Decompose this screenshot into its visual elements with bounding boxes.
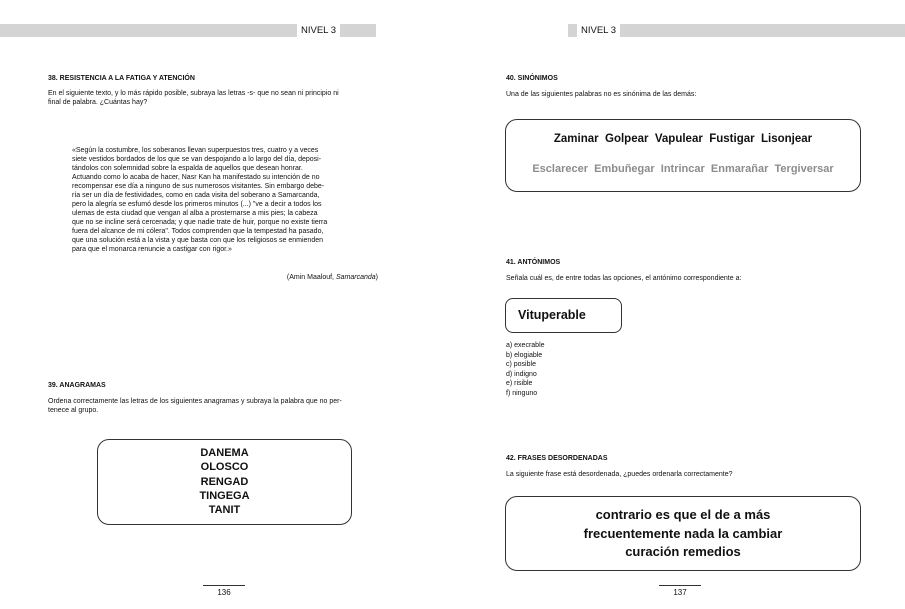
synonym-word: Lisonjear	[760, 133, 813, 145]
quote-line: que una solución está a la vista y que basta con que los religiosos se enmienden	[72, 237, 323, 244]
left-page	[0, 0, 452, 609]
section-40-title: 40. SINÓNIMOS	[506, 75, 558, 82]
sentence-box	[505, 496, 861, 571]
synonym-word: Golpear	[605, 133, 649, 145]
instruction-line: tenece al grupo.	[48, 407, 99, 414]
page-header-level: NIVEL 3	[297, 24, 340, 37]
antonym-word: Vituperable	[518, 308, 586, 322]
section-38-instructions	[48, 89, 408, 107]
page-number: 136	[217, 588, 231, 597]
footer-rule	[203, 585, 245, 586]
anagram-word: OLOSCO	[200, 461, 249, 474]
quote-line: Actuando como lo acaba de hacer, Nasr Kan ha manifestado su intención de no	[72, 174, 320, 181]
sentence-line: contrario es que el de a más	[595, 507, 771, 522]
instruction-line: En el siguiente texto, y lo más rápido posible, subraya las letras -s- que no sean ni principio ni	[48, 90, 339, 97]
antonym-option: f) ninguno	[506, 389, 538, 397]
quote-line: «Según la costumbre, los soberanos llevan superpuestos tres, cuatro y a veces	[72, 147, 319, 154]
sentence-line: curación remedios	[625, 544, 741, 559]
synonyms-row-1	[506, 132, 860, 147]
right-page	[452, 0, 905, 609]
quote-line: para que el monarca renuncie a castigar con rigor.»	[72, 246, 232, 253]
page-number: 137	[673, 588, 687, 597]
section-41-title: 41. ANTÓNIMOS	[506, 259, 561, 266]
antonym-option: b) elogiable	[506, 351, 543, 359]
attribution-suffix: )	[375, 274, 378, 281]
synonym-word: Embuñegar	[594, 163, 655, 175]
synonyms-row-2	[506, 162, 860, 177]
antonym-option: d) indigno	[506, 370, 537, 378]
synonym-word: Vapulear	[654, 133, 703, 145]
quote-line: tándolos con solemnidad sobre la espalda de aquellos que desean honrar.	[72, 165, 303, 172]
section-42-title: 42. FRASES DESORDENADAS	[506, 455, 608, 462]
antonym-option: c) posible	[506, 361, 536, 369]
anagram-word: DANEMA	[200, 447, 249, 459]
quote-line: recompensar ese día a ninguno de sus numerosos visitantes. Sin embargo debe-	[72, 183, 325, 190]
synonym-word: Esclarecer	[532, 163, 589, 175]
quote-line: que no se incline será cercenada; y que nadie trate de huir, porque no existe tierra	[72, 219, 328, 226]
anagram-word: TINGEGA	[199, 489, 250, 502]
page-header-level: NIVEL 3	[577, 24, 620, 37]
section-39-instructions	[48, 397, 408, 415]
quote-line: ría ser un día de festividades, como en cada visita del soberano a Samarcanda,	[72, 192, 320, 199]
synonym-word: Zaminar	[553, 133, 599, 145]
section-41-instructions: Señala cuál es, de entre todas las opciones, el antónimo correspondiente a:	[506, 275, 742, 282]
synonyms-box	[505, 119, 861, 192]
quote-line: fuera del alcance de mi cólera". Todos comprenden que la tempestad ha pasado,	[72, 228, 324, 235]
attribution-work: Samarcanda	[335, 274, 376, 281]
anagram-word: RENGAD	[200, 475, 249, 488]
antonym-word-box	[505, 298, 622, 333]
quote-attribution	[220, 273, 378, 282]
antonym-options	[506, 341, 706, 399]
quote-text	[72, 146, 378, 254]
quote-line: siete vestidos bordados de los que se van despojando a lo largo del día, deposi-	[72, 156, 322, 163]
anagram-box	[97, 439, 352, 525]
instruction-line: final de palabra. ¿Cuántas hay?	[48, 99, 148, 106]
quote-line: pero la alegría se esfumó desde los primeros minutos (...) "ve a decir a todos los	[72, 201, 322, 208]
section-40-instructions: Una de las siguientes palabras no es sinónima de las demás:	[506, 91, 697, 98]
antonym-option: e) risible	[506, 380, 533, 388]
instruction-line: Ordena correctamente las letras de los siguientes anagramas y subraya la palabra que no per-	[48, 398, 342, 405]
quote-line: ulemas de esta ciudad que vengan al alba a prosternarse a mis pies; la cabeza	[72, 210, 318, 217]
synonym-word: Fustigar	[709, 133, 755, 145]
section-38-title: 38. RESISTENCIA A LA FATIGA Y ATENCIÓN	[48, 75, 195, 82]
section-42-instructions: La siguiente frase está desordenada, ¿puedes ordenarla correctamente?	[506, 471, 733, 478]
anagram-word: TANIT	[208, 504, 241, 517]
antonym-option: a) execrable	[506, 342, 545, 349]
synonym-word: Tergiversar	[774, 163, 834, 175]
section-39-title: 39. ANAGRAMAS	[48, 382, 106, 389]
sentence-line: frecuentemente nada la cambiar	[583, 525, 783, 541]
synonym-word: Enmarañar	[710, 163, 769, 175]
synonym-word: Intrincar	[660, 163, 705, 175]
attribution-prefix: (Amin Maalouf,	[286, 274, 336, 281]
footer-rule	[659, 585, 701, 586]
